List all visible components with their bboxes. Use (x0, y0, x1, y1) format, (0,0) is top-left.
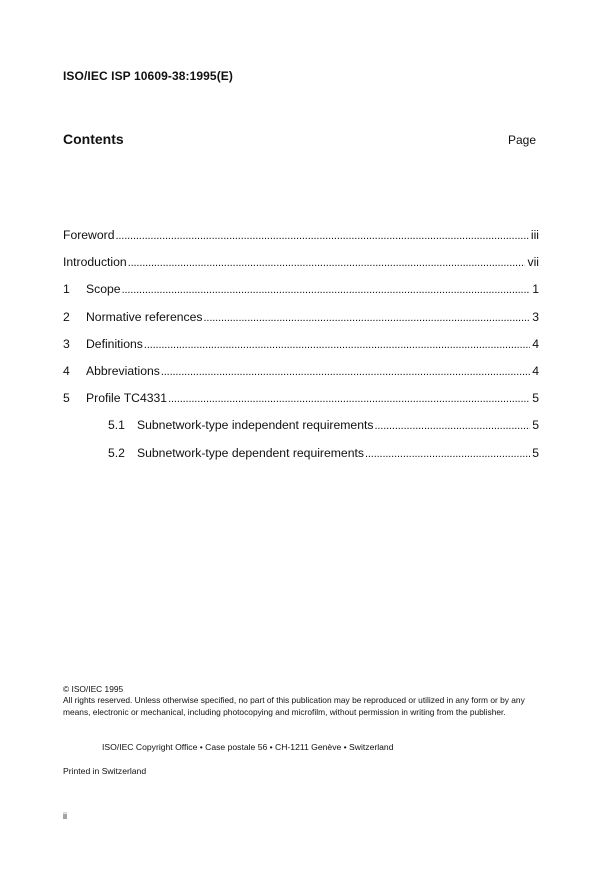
toc-entry-title: Introduction (63, 255, 127, 270)
toc-entry-definitions[interactable] (63, 337, 539, 364)
toc-entry-page: 5 (532, 418, 539, 433)
toc-entry-number: 5 (63, 391, 70, 406)
toc-entry-introduction[interactable] (63, 255, 539, 282)
toc-entry-foreword[interactable] (63, 228, 539, 255)
contents-heading: Contents (63, 131, 124, 147)
toc-entry-title: Subnetwork-type dependent requirements (137, 445, 364, 460)
toc-entry-normative-references[interactable] (63, 310, 539, 337)
page-column-label: Page (507, 133, 536, 147)
page-number: ii (63, 811, 67, 821)
table-of-contents (63, 228, 539, 473)
toc-entry-number: 5.1 (108, 418, 125, 433)
printed-in-line: Printed in Switzerland (63, 766, 147, 776)
toc-entry-number: 1 (63, 282, 70, 297)
dot-leader (122, 282, 531, 296)
toc-entry-abbreviations[interactable] (63, 364, 539, 391)
toc-entry-subnetwork-independent[interactable] (63, 418, 539, 445)
rights-statement: All rights reserved. Unless otherwise specified, no part of this publication may be reproduced or utilized in any form or by any means, electronic or mechanical, including photocopying and microfilm, without permission in writing from the publisher. (63, 695, 525, 717)
copyright-office-address: ISO/IEC Copyright Office • Case postale 56 • CH-1211 Genève • Switzerland (102, 742, 394, 752)
document-identifier: ISO/IEC ISP 10609-38:1995(E) (63, 69, 234, 83)
dot-leader (144, 337, 530, 351)
dot-leader (365, 446, 530, 460)
toc-entry-page: 5 (532, 445, 539, 460)
toc-entry-page: 3 (532, 309, 539, 324)
toc-entry-title: Subnetwork-type independent requirements (137, 418, 374, 433)
toc-entry-title: Foreword (63, 228, 115, 242)
dot-leader (161, 364, 530, 378)
toc-entry-page: vii (527, 255, 539, 270)
toc-entry-title: Profile TC4331 (86, 391, 168, 406)
toc-entry-number: 4 (63, 363, 70, 378)
toc-entry-page: 5 (532, 391, 539, 406)
toc-entry-title: Definitions (86, 336, 143, 351)
toc-entry-page: iii (530, 228, 539, 242)
toc-entry-number: 2 (63, 309, 70, 324)
toc-entry-page: 4 (532, 336, 539, 351)
toc-entry-page: 1 (532, 282, 539, 297)
dot-leader (128, 255, 526, 269)
copyright-notice (63, 684, 541, 718)
toc-entry-title: Scope (86, 282, 121, 297)
toc-entry-page: 4 (532, 363, 539, 378)
toc-entry-subnetwork-dependent[interactable] (63, 446, 539, 473)
toc-entry-title: Abbreviations (86, 363, 160, 378)
copyright-line: © ISO/IEC 1995 (63, 684, 124, 694)
dot-leader (168, 391, 530, 405)
toc-entry-title: Normative references (86, 309, 203, 324)
toc-entry-scope[interactable] (63, 282, 539, 309)
dot-leader (115, 228, 528, 242)
dot-leader (204, 310, 531, 324)
dot-leader (374, 418, 530, 432)
toc-entry-profile[interactable] (63, 391, 539, 418)
toc-entry-number: 3 (63, 336, 70, 351)
toc-entry-number: 5.2 (108, 445, 125, 460)
